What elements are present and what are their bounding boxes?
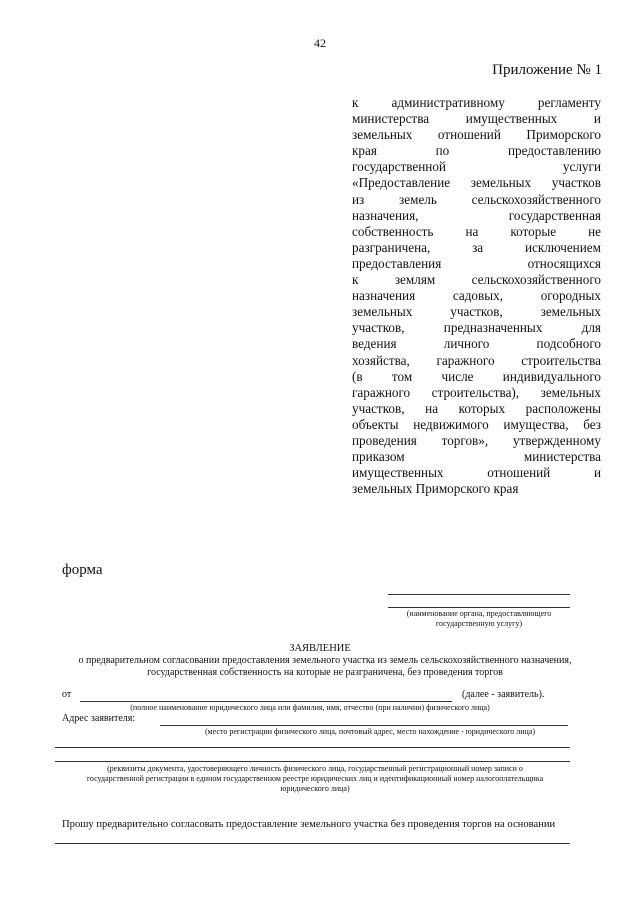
regulation-line: земельных отношений Приморского [352, 127, 601, 143]
form-label: форма [62, 562, 103, 578]
applicant-name-field[interactable] [80, 701, 452, 702]
regulation-line: назначения, государственная [352, 207, 601, 223]
regulation-line: «Предоставление земельных участков [352, 175, 601, 191]
request-basis-field[interactable] [55, 843, 570, 844]
regulation-line: министерства имущественных и [352, 111, 601, 127]
request-text: Прошу предварительно согласовать предоставление земельного участка без проведения торгов на основании [62, 819, 556, 830]
appendix-title: Приложение № 1 [492, 62, 602, 78]
page-number: 42 [314, 36, 326, 50]
regulation-line: предоставления относящихся [352, 255, 601, 271]
regulation-line: (в том числе индивидуального [352, 368, 601, 384]
regulation-line: земельных Приморского края [352, 481, 519, 497]
regulation-line: к землям сельскохозяйственного [352, 272, 601, 288]
regulation-line: объекты недвижимого имущества, без [352, 416, 601, 432]
address-caption: (место регистрации физического лица, почтовый адрес, место нахождение - юридического лица) [204, 727, 536, 736]
recipient-line-2[interactable] [388, 607, 570, 608]
regulation-line: государственной услуги [352, 159, 601, 175]
regulation-line: хозяйства, гаражного строительства [352, 352, 601, 368]
regulation-line: назначения садовых, огородных [352, 288, 601, 304]
regulation-line: имущественных отношений и [352, 465, 601, 481]
applicant-caption: (полное наименование юридического лица или фамилия, имя, отчество (при наличии) физического лица) [130, 703, 490, 712]
regulation-line: участков, на которых расположены [352, 400, 601, 416]
regulation-line: проведения торгов», утвержденному [352, 432, 601, 448]
address-label: Адрес заявителя: [62, 713, 136, 724]
regulation-line: собственность на которые не [352, 223, 601, 239]
regulation-reference [352, 95, 601, 497]
address-field-continued[interactable] [55, 747, 570, 748]
regulation-line: разграничена, за исключением [352, 239, 601, 255]
regulation-line: к административному регламенту [352, 95, 601, 110]
recipient-caption: (наименование органа, предоставляющего государственную услугу) [406, 609, 552, 628]
applicant-suffix: (далее - заявитель). [462, 689, 545, 700]
regulation-line: приказом министерства [352, 449, 601, 465]
regulation-line: из земель сельскохозяйственного [352, 191, 601, 207]
from-label: от [62, 689, 72, 700]
regulation-line: гаражного строительства), земельных [352, 384, 601, 400]
statement-heading: ЗАЯВЛЕНИЕ [289, 643, 351, 654]
requisites-caption: (реквизиты документа, удостоверяющего личность физического лица, государственный регистрационный номер записи о государственной регистрации в едином государственном реестре юридических лиц и идентификационный номер налогоплательщика юридического лица) [86, 764, 544, 793]
recipient-line-1[interactable] [388, 594, 570, 595]
regulation-line: края по предоставлению [352, 143, 601, 159]
requisites-field[interactable] [55, 761, 570, 762]
regulation-line: земельных участков, земельных [352, 304, 601, 320]
regulation-line: участков, предназначенных для [352, 320, 601, 336]
statement-subheading: о предварительном согласовании предоставления земельного участка из земель сельскохозяйственного назначения, государственная собственность на которые не разграничена, без проведения торгов [78, 655, 572, 678]
regulation-line: ведения личного подсобного [352, 336, 601, 352]
address-field[interactable] [160, 725, 568, 726]
